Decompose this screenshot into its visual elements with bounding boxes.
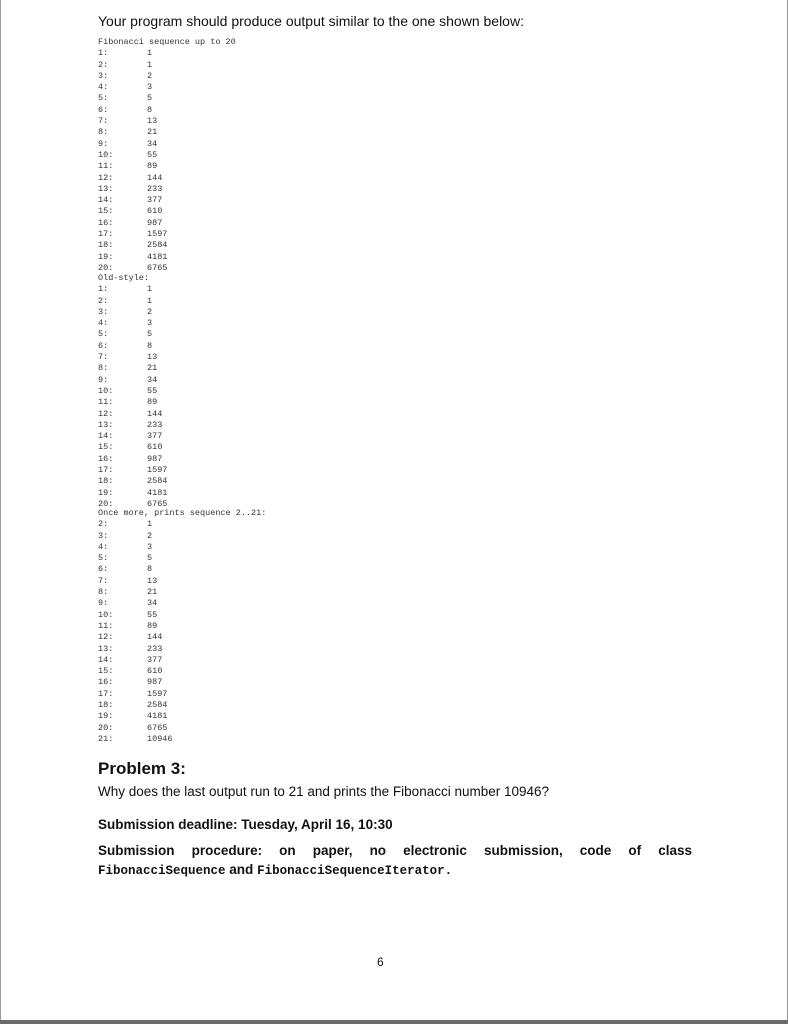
row-index: 3:	[98, 530, 109, 541]
procedure-period: .	[444, 864, 453, 878]
row-index: 11:	[98, 397, 114, 408]
row-index: 19:	[98, 251, 114, 262]
output-row	[98, 240, 236, 251]
row-index: 8:	[98, 587, 109, 598]
row-value: 987	[147, 217, 163, 228]
procedure-word: Submission	[98, 843, 175, 858]
console-output-block-fibonacci	[98, 37, 236, 274]
console-output-block-once-more	[98, 508, 266, 745]
output-row	[98, 531, 266, 542]
output-row	[98, 598, 266, 609]
row-index: 2:	[98, 519, 109, 530]
output-row	[98, 666, 266, 677]
row-value: 233	[147, 419, 163, 430]
output-row	[98, 340, 153, 352]
row-value: 1	[147, 519, 153, 530]
output-row	[98, 723, 266, 734]
row-value: 987	[147, 677, 163, 688]
output-row	[98, 542, 266, 553]
output-row	[98, 363, 158, 374]
output-row	[98, 374, 158, 386]
row-value: 144	[147, 172, 163, 183]
output-row	[98, 82, 236, 93]
output-row	[98, 519, 266, 530]
output-row	[98, 621, 266, 632]
row-index: 1:	[98, 48, 109, 59]
row-value: 6765	[147, 262, 168, 273]
output-row	[98, 476, 168, 487]
row-value: 2584	[147, 476, 168, 487]
row-index: 6:	[98, 564, 109, 575]
procedure-word: procedure:	[191, 843, 263, 858]
output-row	[98, 576, 266, 587]
row-value: 233	[147, 643, 163, 654]
row-value: 13	[147, 116, 158, 127]
class-name-sequence: FibonacciSequence	[98, 864, 226, 878]
output-row	[98, 295, 153, 307]
output-row	[98, 71, 236, 82]
row-index: 10:	[98, 385, 114, 396]
row-index: 7:	[98, 116, 109, 127]
row-value: 377	[147, 654, 163, 665]
row-value: 1	[147, 295, 153, 306]
row-value: 3	[147, 82, 153, 93]
output-row	[98, 306, 153, 318]
row-index: 4:	[98, 318, 109, 329]
row-value: 13	[147, 575, 158, 586]
output-row	[98, 385, 158, 397]
output-row	[98, 734, 266, 745]
output-row	[98, 161, 236, 172]
output-row	[98, 564, 266, 575]
row-index: 5:	[98, 553, 109, 564]
procedure-word: electronic	[403, 843, 467, 858]
row-value: 21	[147, 363, 158, 374]
row-value: 34	[147, 598, 158, 609]
row-index: 15:	[98, 442, 114, 453]
row-index: 17:	[98, 688, 114, 699]
row-index: 17:	[98, 465, 114, 476]
row-value: 1597	[147, 229, 168, 240]
row-value: 1597	[147, 465, 168, 476]
output-row	[98, 397, 158, 408]
row-value: 6765	[147, 722, 168, 733]
output-row	[98, 655, 266, 666]
row-index: 16:	[98, 217, 114, 228]
problem-heading: Problem 3:	[98, 759, 186, 778]
output-row	[98, 252, 236, 263]
row-index: 16:	[98, 453, 114, 464]
output-header: Old-style:	[98, 273, 150, 283]
problem-question: Why does the last output run to 21 and prints the Fibonacci number 10946?	[98, 784, 550, 799]
output-row	[98, 419, 163, 431]
row-index: 17:	[98, 229, 114, 240]
row-index: 13:	[98, 183, 114, 194]
output-row	[98, 318, 153, 329]
output-row	[98, 60, 236, 71]
row-index: 12:	[98, 172, 114, 183]
procedure-line-2	[98, 860, 692, 881]
procedure-word: submission,	[483, 843, 563, 858]
row-value: 34	[147, 374, 158, 385]
output-row	[98, 689, 266, 700]
row-index: 12:	[98, 632, 114, 643]
output-row	[98, 352, 158, 363]
output-row	[98, 632, 266, 643]
row-value: 89	[147, 161, 158, 172]
output-row	[98, 105, 236, 116]
row-index: 9:	[98, 598, 109, 609]
row-value: 2584	[147, 700, 168, 711]
row-value: 5	[147, 93, 153, 104]
output-row	[98, 553, 266, 564]
row-value: 2	[147, 306, 153, 317]
output-row	[98, 184, 236, 195]
row-value: 34	[147, 138, 158, 149]
row-index: 14:	[98, 431, 114, 442]
row-value: 144	[147, 408, 163, 419]
row-index: 20:	[98, 262, 114, 273]
row-value: 610	[147, 442, 163, 453]
row-index: 19:	[98, 487, 114, 498]
row-index: 18:	[98, 240, 114, 251]
row-value: 1	[147, 284, 153, 295]
row-value: 2	[147, 530, 153, 541]
output-header: Once more, prints sequence 2..21:	[98, 508, 267, 518]
row-value: 8	[147, 564, 153, 575]
row-value: 8	[147, 340, 153, 351]
row-index: 6:	[98, 340, 109, 351]
row-index: 9:	[98, 138, 109, 149]
output-header: Fibonacci sequence up to 20	[98, 37, 236, 47]
output-row	[98, 644, 266, 655]
row-index: 8:	[98, 363, 109, 374]
submission-deadline: Submission deadline: Tuesday, April 16, 10:30	[98, 817, 393, 832]
row-index: 1:	[98, 284, 109, 295]
output-row	[98, 431, 163, 442]
row-value: 1	[147, 48, 153, 59]
row-index: 20:	[98, 498, 114, 509]
row-index: 5:	[98, 93, 109, 104]
intro-text: Your program should produce output similar to the one shown below:	[98, 13, 524, 29]
row-index: 21:	[98, 733, 114, 744]
row-value: 21	[147, 587, 158, 598]
row-value: 233	[147, 183, 163, 194]
row-value: 55	[147, 609, 158, 620]
row-value: 987	[147, 453, 163, 464]
output-row	[98, 700, 266, 711]
row-index: 8:	[98, 127, 109, 138]
output-row	[98, 487, 168, 499]
row-index: 18:	[98, 700, 114, 711]
row-value: 1597	[147, 688, 168, 699]
row-value: 8	[147, 104, 153, 115]
procedure-word: paper,	[312, 843, 353, 858]
page-number: 6	[377, 955, 384, 969]
row-index: 15:	[98, 206, 114, 217]
row-value: 377	[147, 431, 163, 442]
procedure-word: no	[369, 843, 387, 858]
row-index: 3:	[98, 70, 109, 81]
output-row	[98, 465, 168, 476]
row-value: 2584	[147, 240, 168, 251]
row-index: 11:	[98, 620, 114, 631]
row-value: 13	[147, 352, 158, 363]
row-index: 18:	[98, 476, 114, 487]
output-row	[98, 229, 236, 240]
output-row	[98, 711, 266, 722]
row-index: 4:	[98, 82, 109, 93]
row-value: 144	[147, 632, 163, 643]
procedure-word: code	[579, 843, 612, 858]
row-value: 89	[147, 397, 158, 408]
output-row	[98, 677, 266, 688]
output-row	[98, 48, 236, 59]
output-row	[98, 116, 236, 127]
row-index: 12:	[98, 408, 114, 419]
output-row	[98, 218, 236, 229]
row-value: 2	[147, 70, 153, 81]
row-index: 2:	[98, 295, 109, 306]
row-value: 3	[147, 318, 153, 329]
row-value: 10946	[147, 733, 173, 744]
output-row	[98, 150, 236, 161]
row-index: 9:	[98, 374, 109, 385]
row-index: 13:	[98, 643, 114, 654]
row-value: 55	[147, 149, 158, 160]
row-value: 6765	[147, 498, 168, 509]
output-row	[98, 610, 266, 621]
row-index: 10:	[98, 609, 114, 620]
row-value: 4181	[147, 711, 168, 722]
row-index: 10:	[98, 149, 114, 160]
row-index: 7:	[98, 575, 109, 586]
row-value: 89	[147, 620, 158, 631]
row-index: 3:	[98, 306, 109, 317]
row-index: 4:	[98, 541, 109, 552]
output-row	[98, 195, 236, 206]
output-row	[98, 408, 163, 420]
row-value: 1	[147, 59, 153, 70]
row-value: 377	[147, 195, 163, 206]
row-index: 5:	[98, 329, 109, 340]
console-output-block-old-style	[98, 273, 168, 510]
output-row	[98, 173, 236, 184]
output-row	[98, 442, 163, 453]
row-value: 21	[147, 127, 158, 138]
row-index: 11:	[98, 161, 114, 172]
row-value: 5	[147, 553, 153, 564]
row-value: 5	[147, 329, 153, 340]
row-value: 610	[147, 666, 163, 677]
output-row	[98, 453, 163, 465]
row-value: 4181	[147, 251, 168, 262]
and-word: and	[229, 862, 254, 877]
row-index: 16:	[98, 677, 114, 688]
row-value: 610	[147, 206, 163, 217]
row-value: 3	[147, 541, 153, 552]
row-index: 6:	[98, 104, 109, 115]
procedure-line-1	[98, 841, 692, 860]
row-index: 7:	[98, 352, 109, 363]
row-value: 4181	[147, 487, 168, 498]
row-index: 14:	[98, 195, 114, 206]
output-row	[98, 206, 236, 217]
output-row	[98, 139, 236, 150]
output-row	[98, 329, 153, 340]
row-index: 13:	[98, 419, 114, 430]
output-row	[98, 127, 236, 138]
row-index: 15:	[98, 666, 114, 677]
output-row	[98, 284, 153, 295]
output-row	[98, 93, 236, 104]
row-index: 2:	[98, 59, 109, 70]
output-row	[98, 587, 266, 598]
class-name-iterator: FibonacciSequenceIterator	[257, 864, 445, 878]
row-index: 19:	[98, 711, 114, 722]
submission-procedure	[98, 841, 692, 881]
row-index: 14:	[98, 654, 114, 665]
procedure-word: of	[628, 843, 642, 858]
row-value: 55	[147, 385, 158, 396]
procedure-word: on	[279, 843, 296, 858]
row-index: 20:	[98, 722, 114, 733]
procedure-word: class	[658, 843, 692, 858]
